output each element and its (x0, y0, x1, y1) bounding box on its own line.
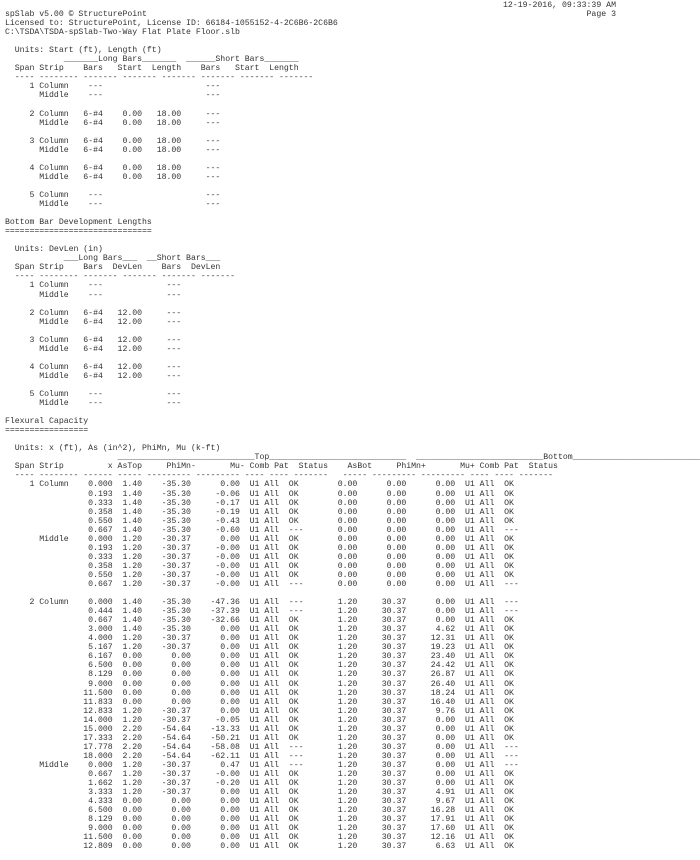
s1-units: Units: Start (ft), Length (ft) (5, 46, 162, 56)
table-row: 17.333 2.20 -54.64 -50.21 U1 All OK 1.20 30.37 0.00 U1 All OK (5, 733, 514, 743)
s3-units: Units: x (ft), As (in^2), PhiMn, Mu (k-ft) (5, 444, 221, 454)
table-row (5, 128, 700, 137)
table-row: Middle 6-#4 12.00 --- (5, 371, 182, 381)
table-row: 1 Column 0.000 1.40 -35.30 0.00 U1 All OK 0.00 0.00 0.00 U1 All OK (5, 480, 514, 490)
table-row: 6.167 0.00 0.00 0.00 U1 All OK 1.20 30.37 23.40 U1 All OK (5, 652, 514, 662)
table-row: 4 Column 6-#4 12.00 --- (5, 362, 182, 372)
s2-underline: ============================== (5, 227, 152, 237)
table-row: Middle 6-#4 12.00 --- (5, 344, 182, 354)
table-row: 6.500 0.00 0.00 0.00 U1 All OK 1.20 30.37 24.42 U1 All OK (5, 661, 514, 671)
table-row: Middle --- --- (5, 290, 182, 300)
table-row: 14.000 1.20 -30.37 -0.05 U1 All OK 1.20 30.37 0.00 U1 All OK (5, 715, 514, 725)
table-row: 0.550 1.20 -30.37 -0.00 U1 All OK 0.00 0.00 0.00 U1 All OK (5, 570, 514, 580)
s1-header-1: _______Long Bars_______ ______Short Bars_______ (5, 55, 299, 65)
table-row: Middle 6-#4 12.00 --- (5, 317, 182, 327)
table-row (5, 354, 700, 363)
table-row: Middle 6-#4 0.00 18.00 --- (5, 118, 221, 128)
s2-units: Units: DevLen (in) (5, 245, 103, 255)
s3-rows (5, 480, 700, 851)
table-row: Middle --- --- (5, 399, 182, 409)
table-row: 9.000 0.00 0.00 0.00 U1 All OK 1.20 30.37 17.60 U1 All OK (5, 824, 514, 834)
table-row (5, 101, 700, 110)
s2-header-1: ___Long Bars___ __Short Bars___ (5, 254, 221, 264)
table-row (5, 155, 700, 164)
table-row: 5 Column --- --- (5, 190, 221, 200)
table-row: Middle 0.000 1.20 -30.37 0.47 U1 All --- 1.20 30.37 0.00 U1 All --- (5, 760, 519, 770)
table-row: 1 Column --- --- (5, 82, 221, 92)
table-row: 11.500 0.00 0.00 0.00 U1 All OK 1.20 30.37 12.16 U1 All OK (5, 833, 514, 843)
table-row (5, 300, 700, 309)
table-row: 8.129 0.00 0.00 0.00 U1 All OK 1.20 30.37 26.87 U1 All OK (5, 670, 514, 680)
s3-underline: ================= (5, 426, 89, 436)
table-row: 4 Column 6-#4 0.00 18.00 --- (5, 163, 221, 173)
table-row: 0.667 1.20 -30.37 -0.00 U1 All OK 1.20 30.37 0.00 U1 All OK (5, 769, 514, 779)
table-row: 1 Column --- --- (5, 281, 182, 291)
table-row: 0.193 1.20 -30.37 -0.00 U1 All OK 0.00 0.00 0.00 U1 All OK (5, 543, 514, 553)
table-row: 3 Column 6-#4 0.00 18.00 --- (5, 136, 221, 146)
report-page (5, 1, 700, 860)
s1-header-3: ---- -------- ------- ------- ------- ------- ------- ------- (5, 73, 314, 83)
table-row: 0.333 1.20 -30.37 -0.00 U1 All OK 0.00 0.00 0.00 U1 All OK (5, 552, 514, 562)
table-row: 0.333 1.40 -35.30 -0.17 U1 All OK 0.00 0.00 0.00 U1 All OK (5, 498, 514, 508)
table-row: 11.500 0.00 0.00 0.00 U1 All OK 1.20 30.37 18.24 U1 All OK (5, 688, 514, 698)
table-row: Middle 6-#4 0.00 18.00 --- (5, 172, 221, 182)
table-row: 0.358 1.40 -35.30 -0.19 U1 All OK 0.00 0.00 0.00 U1 All OK (5, 507, 514, 517)
page-number: Page 3 (586, 10, 616, 20)
table-row: 9.000 0.00 0.00 0.00 U1 All OK 1.20 30.37 26.40 U1 All OK (5, 679, 514, 689)
table-row: 15.000 2.20 -54.64 -13.33 U1 All OK 1.20 30.37 0.00 U1 All OK (5, 724, 514, 734)
table-row: 0.667 1.20 -30.37 -0.00 U1 All --- 0.00 0.00 0.00 U1 All --- (5, 580, 519, 589)
table-row: 2 Column 0.000 1.40 -35.30 -47.36 U1 All --- 1.20 30.37 0.00 U1 All --- (5, 598, 519, 608)
table-row: 0.667 1.40 -35.30 -0.60 U1 All --- 0.00 0.00 0.00 U1 All --- (5, 525, 519, 535)
table-row: 5.167 1.20 -30.37 0.00 U1 All OK 1.20 30.37 19.23 U1 All OK (5, 643, 514, 653)
table-row: 3.000 1.40 -35.30 0.00 U1 All OK 1.20 30.37 4.62 U1 All OK (5, 625, 514, 635)
table-row: 4.333 0.00 0.00 0.00 U1 All OK 1.20 30.37 9.67 U1 All OK (5, 797, 514, 807)
s1-rows (5, 82, 700, 209)
s1-header-2: Span Strip Bars Start Length Bars Start Length (5, 64, 299, 74)
s2-rows (5, 281, 700, 408)
table-row: 0.193 1.40 -35.30 -0.06 U1 All OK 0.00 0.00 0.00 U1 All OK (5, 489, 514, 499)
report-datetime: 12-19-2016, 09:33:39 AM (502, 1, 616, 10)
table-row: 3 Column 6-#4 12.00 --- (5, 335, 182, 345)
table-row (5, 182, 700, 191)
license-line: Licensed to: StructurePoint, License ID: 66184-1055152-4-2C6B6-2C6B6 (5, 19, 338, 29)
table-row: 0.358 1.20 -30.37 -0.00 U1 All OK 0.00 0.00 0.00 U1 All OK (5, 561, 514, 571)
file-path: C:\TSDA\TSDA-spSlab-Two-Way Flat Plate Floor.slb (5, 28, 240, 38)
s2-header-2: Span Strip Bars DevLen Bars DevLen (5, 263, 221, 273)
program-title: spSlab v5.00 © StructurePoint (5, 10, 147, 20)
table-row: 5 Column --- --- (5, 390, 182, 400)
table-row: 0.667 1.40 -35.30 -32.66 U1 All OK 1.20 30.37 0.00 U1 All OK (5, 616, 514, 626)
table-row: Middle 6-#4 0.00 18.00 --- (5, 145, 221, 155)
table-row: Middle 0.000 1.20 -30.37 0.00 U1 All OK 0.00 0.00 0.00 U1 All OK (5, 534, 514, 544)
table-row: 4.000 1.20 -30.37 0.00 U1 All OK 1.20 30.37 12.31 U1 All OK (5, 634, 514, 644)
table-row: 12.833 1.20 -30.37 0.00 U1 All OK 1.20 30.37 9.76 U1 All OK (5, 706, 514, 716)
s3-header-2: Span Strip x AsTop PhiMn- Mu- Comb Pat Status AsBot PhiMn+ Mu+ Comb Pat Status (5, 462, 558, 472)
table-row: 18.000 2.20 -54.64 -62.11 U1 All --- 1.20 30.37 0.00 U1 All --- (5, 751, 519, 761)
table-row: Middle --- --- (5, 91, 221, 101)
table-row: 2 Column 6-#4 0.00 18.00 --- (5, 109, 221, 119)
table-row (5, 381, 700, 390)
table-row: 2 Column 6-#4 12.00 --- (5, 308, 182, 318)
s3-title: Flexural Capacity (5, 417, 89, 427)
s2-header-3: ---- -------- ------- ------- ------- ------- (5, 272, 235, 282)
table-row: 6.500 0.00 0.00 0.00 U1 All OK 1.20 30.37 16.28 U1 All OK (5, 806, 514, 816)
s3-header-3: ---- -------- ------ ----- --------- --------- ---- ---- ------- ----- --------- --------- ---- ---- ------- (5, 471, 554, 481)
table-row (5, 589, 700, 598)
table-row: Middle --- --- (5, 200, 221, 210)
table-row: 17.778 2.20 -54.64 -58.08 U1 All --- 1.20 30.37 0.00 U1 All --- (5, 742, 519, 752)
table-row: 3.333 1.20 -30.37 0.00 U1 All OK 1.20 30.37 4.91 U1 All OK (5, 788, 514, 798)
s2-title: Bottom Bar Development Lengths (5, 218, 152, 228)
table-row: 0.550 1.40 -35.30 -0.43 U1 All OK 0.00 0.00 0.00 U1 All OK (5, 516, 514, 526)
table-row: 0.444 1.40 -35.30 -37.39 U1 All --- 1.20 30.37 0.00 U1 All --- (5, 607, 519, 617)
table-row: 11.833 0.00 0.00 0.00 U1 All OK 1.20 30.37 16.40 U1 All OK (5, 697, 514, 707)
table-row: 8.129 0.00 0.00 0.00 U1 All OK 1.20 30.37 17.91 U1 All OK (5, 815, 514, 825)
table-row (5, 327, 700, 336)
table-row: 12.809 0.00 0.00 0.00 U1 All OK 1.20 30.37 6.63 U1 All OK (5, 842, 514, 852)
s3-header-1: ____________________________Top____________________________ __________________________Bottom__________________________ (5, 453, 700, 463)
table-row: 1.662 1.20 -30.37 -0.20 U1 All OK 1.20 30.37 0.00 U1 All OK (5, 779, 514, 789)
